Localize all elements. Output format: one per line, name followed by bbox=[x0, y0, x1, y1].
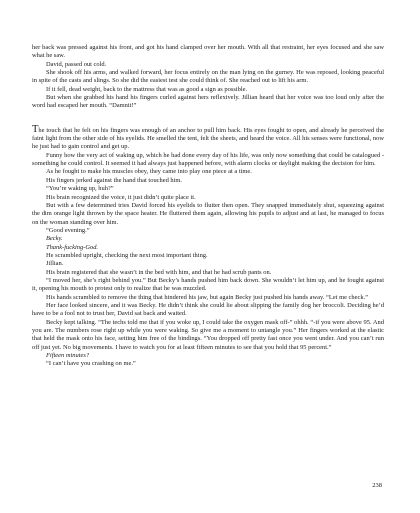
paragraph: His fingers jerked against the hand that touched him. bbox=[46, 176, 183, 184]
paragraph: She shook off his arms, and walked forward, her focus entirely on the man lying on the gurney. He was reposed, looking peaceful in spite of the casts and slings. So she did the easiest test she could think of. She reached out to lift his arm. bbox=[32, 69, 384, 85]
paragraph: Jillian. bbox=[46, 260, 64, 268]
paragraph: Becky kept talking. “The techs told me that if you woke up, I could take the oxygen mask off-” ohhh. “-if you were above 95. And you are. The numbers rose right up while you were waking. So give me a moment to untangle you.” Her fingers worked at the elastic that held the mask onto his face, setting him free of the bindings. “You dropped off pretty fast once you went under. And you can’t run off just yet. No big movements. I have to watch you for at least fifteen minutes to see that you hold that 95 percent.” bbox=[32, 318, 384, 351]
italic-thought: Thank-fucking-God. bbox=[46, 243, 99, 251]
italic-thought: Fifteen minutes? bbox=[46, 352, 90, 360]
paragraph: David, passed out cold. bbox=[46, 60, 107, 68]
paragraph: His brain recognized the voice, it just didn’t quite place it. bbox=[46, 193, 196, 201]
paragraph: His brain registered that she wasn’t in the bed with him, and that he had scrub pants on. bbox=[46, 268, 272, 276]
paragraph: “Good evening.” bbox=[46, 226, 90, 234]
book-page bbox=[32, 44, 384, 369]
paragraph: Her face looked sincere, and it was Becky. He didn’t think she could lie about slipping the family dog her broccoli. Deciding he’d have to be a fool not to trust her, David sat back and waited. bbox=[32, 301, 384, 318]
paragraph: If it fell, dead weight, back to the mattress that was as good a sign as possible. bbox=[46, 85, 248, 93]
paragraph: As he fought to make his muscles obey, they came into play one piece at a time. bbox=[46, 168, 252, 176]
paragraph: her back was pressed against his front, and got his hand clamped over her mouth. With all that restraint, her eyes focused and she saw what he saw. bbox=[32, 44, 384, 60]
paragraph: He scrambled upright, checking the next most important thing. bbox=[46, 251, 208, 259]
page-number: 238 bbox=[372, 482, 382, 489]
paragraph: But with a few determined tries David forced his eyelids to flutter then open. They snapped immediately shut, squeezing against the dim orange light thrown by the space heater. He fluttered them again, allowing his pupils to adjust and at last, he managed to focus on the woman standing over him. bbox=[32, 201, 384, 226]
section-opening-paragraph bbox=[32, 123, 384, 152]
italic-thought: Becky. bbox=[46, 235, 63, 243]
paragraph: Funny how the very act of waking up, which he had done every day of his life, was only now something that could be catalogued - something he could control. It seemed it had always just happened before, with alarm clocks or daylight making the decision for him. bbox=[32, 151, 384, 168]
scene-break bbox=[32, 111, 384, 126]
paragraph: But when she grabbed his hand his fingers curled against hers reflexively. Jillian heard that her voice was too loud only after the word had escaped her mouth. “Damnit!” bbox=[32, 94, 384, 110]
paragraph-text: he touch that he felt on his fingers was enough of an anchor to pull him back. His eyes fought to open, and already he perceived the faint light from the other side of his eyelids. He smelled the tent, felt the sheets, and heard the voice. All his senses were functional, now he just had to gain control and get up. bbox=[32, 126, 384, 151]
section-initial-letter: T bbox=[32, 123, 39, 135]
paragraph: “I can’t have you crashing on me.” bbox=[46, 360, 136, 368]
paragraph: His hands scrambled to remove the thing that hindered his jaw, but again Becky just pushed his hands away. “Let me check.” bbox=[46, 293, 369, 301]
paragraph: “I moved her, she’s right behind you.” But Becky’s hands pushed him back down. She wouldn’t let him up, and he fought against it, opening his mouth to protest only to realize that he was muzzled. bbox=[32, 276, 384, 293]
paragraph: “You’re waking up, huh?” bbox=[46, 185, 114, 193]
